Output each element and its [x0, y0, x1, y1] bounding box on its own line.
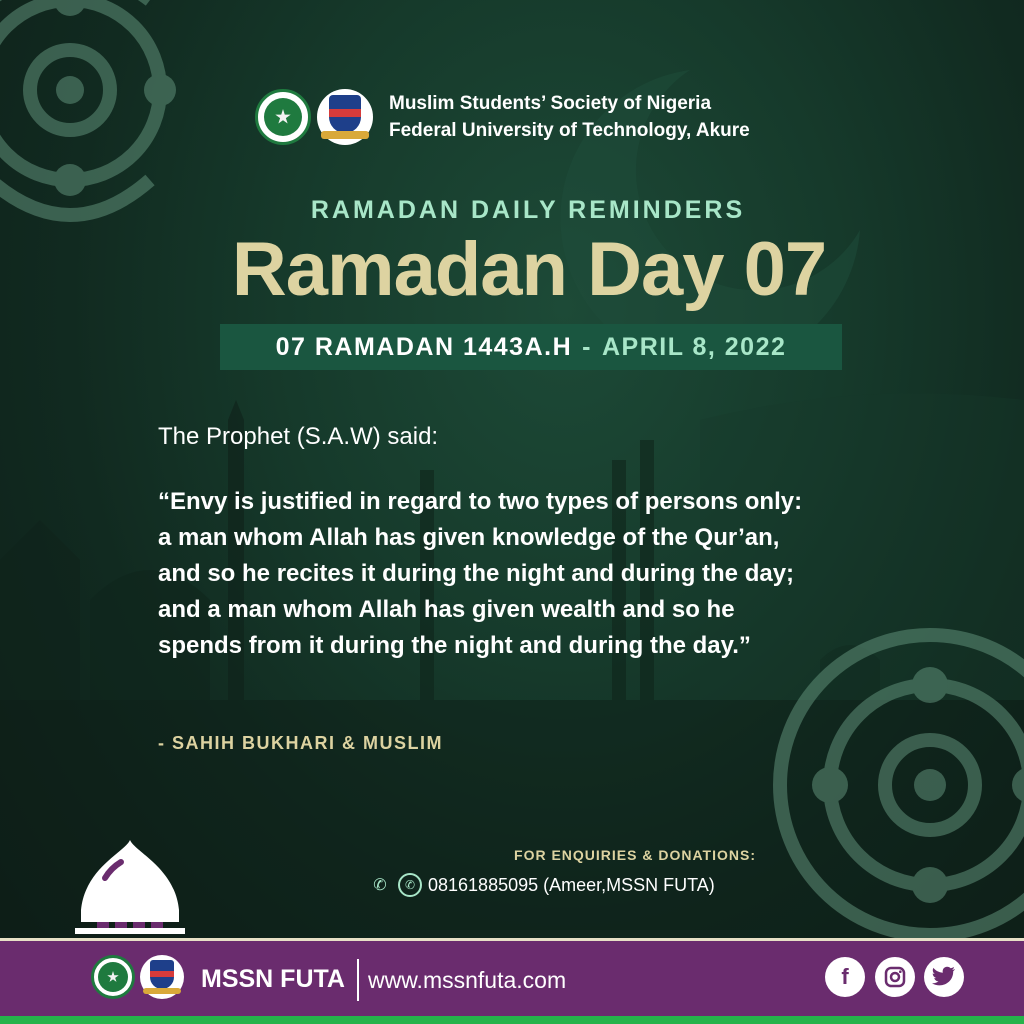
mosque-dome-icon [75, 838, 185, 934]
org-line-2: Federal University of Technology, Akure [389, 120, 750, 141]
contact-line [368, 870, 715, 900]
header [255, 88, 750, 146]
footer-brand: MSSN FUTA [201, 965, 345, 993]
page-title: Ramadan Day 07 [231, 227, 827, 312]
footer-mssn-logo [91, 955, 135, 999]
hadith-quote: “Envy is justified in regard to two types of persons only: a man whom Allah has given knowledge of the Qur’an, and so he recites it during the night and during the day; and a man whom Allah has given wealth and so he spends from it during the night and during the day.” [158, 488, 803, 659]
hadith-intro: The Prophet (S.A.W) said: [158, 423, 439, 450]
website-link[interactable]: www.mssnfuta.com [368, 967, 567, 993]
subtitle: RAMADAN DAILY REMINDERS [310, 196, 746, 224]
gregorian-date: APRIL 8, 2022 [601, 332, 787, 361]
footer-green-strip [0, 1016, 1024, 1024]
futa-logo [317, 89, 373, 145]
organization-name [389, 90, 750, 144]
footer-divider [357, 959, 359, 1001]
footer-futa-logo [140, 955, 184, 999]
org-line-1: Muslim Students’ Society of Nigeria [389, 93, 712, 114]
twitter-icon[interactable] [924, 957, 964, 997]
contact-phone[interactable]: 08161885095 (Ameer,MSSN FUTA) [428, 874, 715, 895]
mssn-logo [255, 89, 311, 145]
footer [0, 941, 1024, 1016]
phone-icon: ✆ [373, 877, 387, 894]
enquiries-label: FOR ENQUIRIES & DONATIONS: [514, 847, 756, 863]
facebook-icon[interactable]: f [825, 957, 865, 997]
hadith-source: - SAHIH BUKHARI & MUSLIM [158, 733, 443, 753]
instagram-icon[interactable] [875, 957, 915, 997]
whatsapp-icon: ✆ [398, 873, 422, 897]
date-separator: - [582, 332, 592, 361]
hijri-date: 07 RAMADAN 1443A.H [275, 332, 573, 361]
date-banner [220, 324, 842, 370]
floral-ornament-bottom-right [760, 615, 1024, 955]
